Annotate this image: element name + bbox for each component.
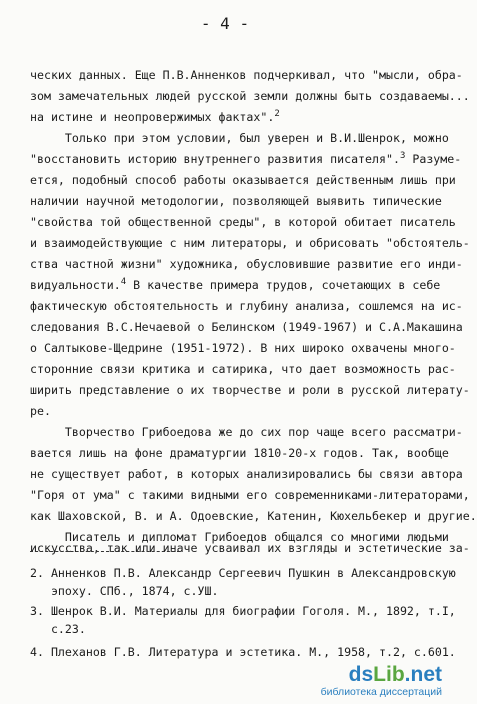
text-line: ческих данных. Еще П.В.Анненков подчеркивал, что "мысли, обра-: [30, 68, 463, 82]
text-line: наличии научной методологии, позволяющей выявить типические: [30, 194, 442, 208]
footnote-line: 2. Анненков П.В. Александр Сергеевич Пушкин в Александровскую: [30, 566, 456, 580]
footnote-mark: 2: [274, 109, 280, 120]
text-line: Писатель и дипломат Грибоедов общался со многими людьми: [30, 530, 449, 544]
text-line: ства частной жизни" художника, обусловившие развитие его инди-: [30, 257, 463, 271]
watermark: [321, 664, 442, 698]
text-line: о Салтыкове-Щедрине (1951-1972). В них широко охвачены много-: [30, 341, 456, 355]
footnote-mark: 4: [120, 277, 127, 288]
text-line: вается лишь на фоне драматургии 1810-20-х годов. Так, вообще: [30, 446, 449, 460]
text-line: фактическую обстоятельность и глубину анализа, сошлемся на ис-: [30, 299, 463, 313]
footnote-separator: [30, 551, 180, 552]
footnote-mark: 3: [399, 151, 406, 162]
footnote-line: 4. Плеханов Г.В. Литература и эстетика. М., 1958, т.2, с.601.: [30, 645, 456, 659]
text-line: ширить представление о их творчестве и роли в русской литерату-: [30, 383, 470, 397]
footnote-line: эпоху. СПб., 1874, с.УШ.: [30, 584, 219, 598]
text-line: Только при этом условии, был уверен и В.И.Шенрок, можно: [30, 131, 449, 145]
watermark-subtitle: библиотека диссертаций: [320, 686, 442, 698]
text-line: сторонние связи критика и сатирика, что дает возможность рас-: [30, 362, 456, 376]
text-line: видуальности.$^4$ В качестве примера трудов, сочетающих в себе: [30, 277, 441, 292]
footnote-line: с.23.: [30, 622, 86, 636]
text-line: не существует работ, в которых анализировались бы связи автора: [30, 467, 463, 481]
text-line: как Шаховской, В. и А. Одоевские, Катенин, Кюхельбекер и другие.: [30, 509, 477, 523]
text-line: зом замечательных людей русской земли должны быть создаваемы...: [30, 89, 470, 103]
text-line: "восстановить историю внутреннего развития писателя".$^3$ Разуме-: [30, 151, 462, 166]
text-line: следования В.С.Нечаевой о Белинском (1949-1967) и С.А.Макашина: [30, 320, 463, 334]
text-line: и взаимодействующие с ним литераторы, и обрисовать "обстоятель-: [30, 236, 470, 250]
text-line: ре.: [30, 404, 51, 418]
text-line: "свойства той общественной среды", в которой обитает писатель: [30, 215, 456, 229]
text-line: Творчество Грибоедова же до сих пор чаще всего рассматри-: [30, 425, 463, 439]
text-line: ется, подобный способ работы оказывается действенным лишь при: [30, 173, 456, 187]
text-line: "Горя от ума" с такими видными его современниками-литераторами,: [30, 488, 470, 502]
text-line: на истине и неопровержимых фактах".$^2$: [30, 109, 280, 124]
watermark-logo: dsLib.net: [348, 663, 442, 686]
page-number: - 4 -: [200, 14, 250, 33]
text-line: искусства, так или иначе усваивал их взгляды и эстетические за-: [30, 541, 470, 555]
footnote-line: 3. Шенрок В.И. Материалы для биографии Гоголя. М., 1892, т.I,: [30, 604, 456, 618]
